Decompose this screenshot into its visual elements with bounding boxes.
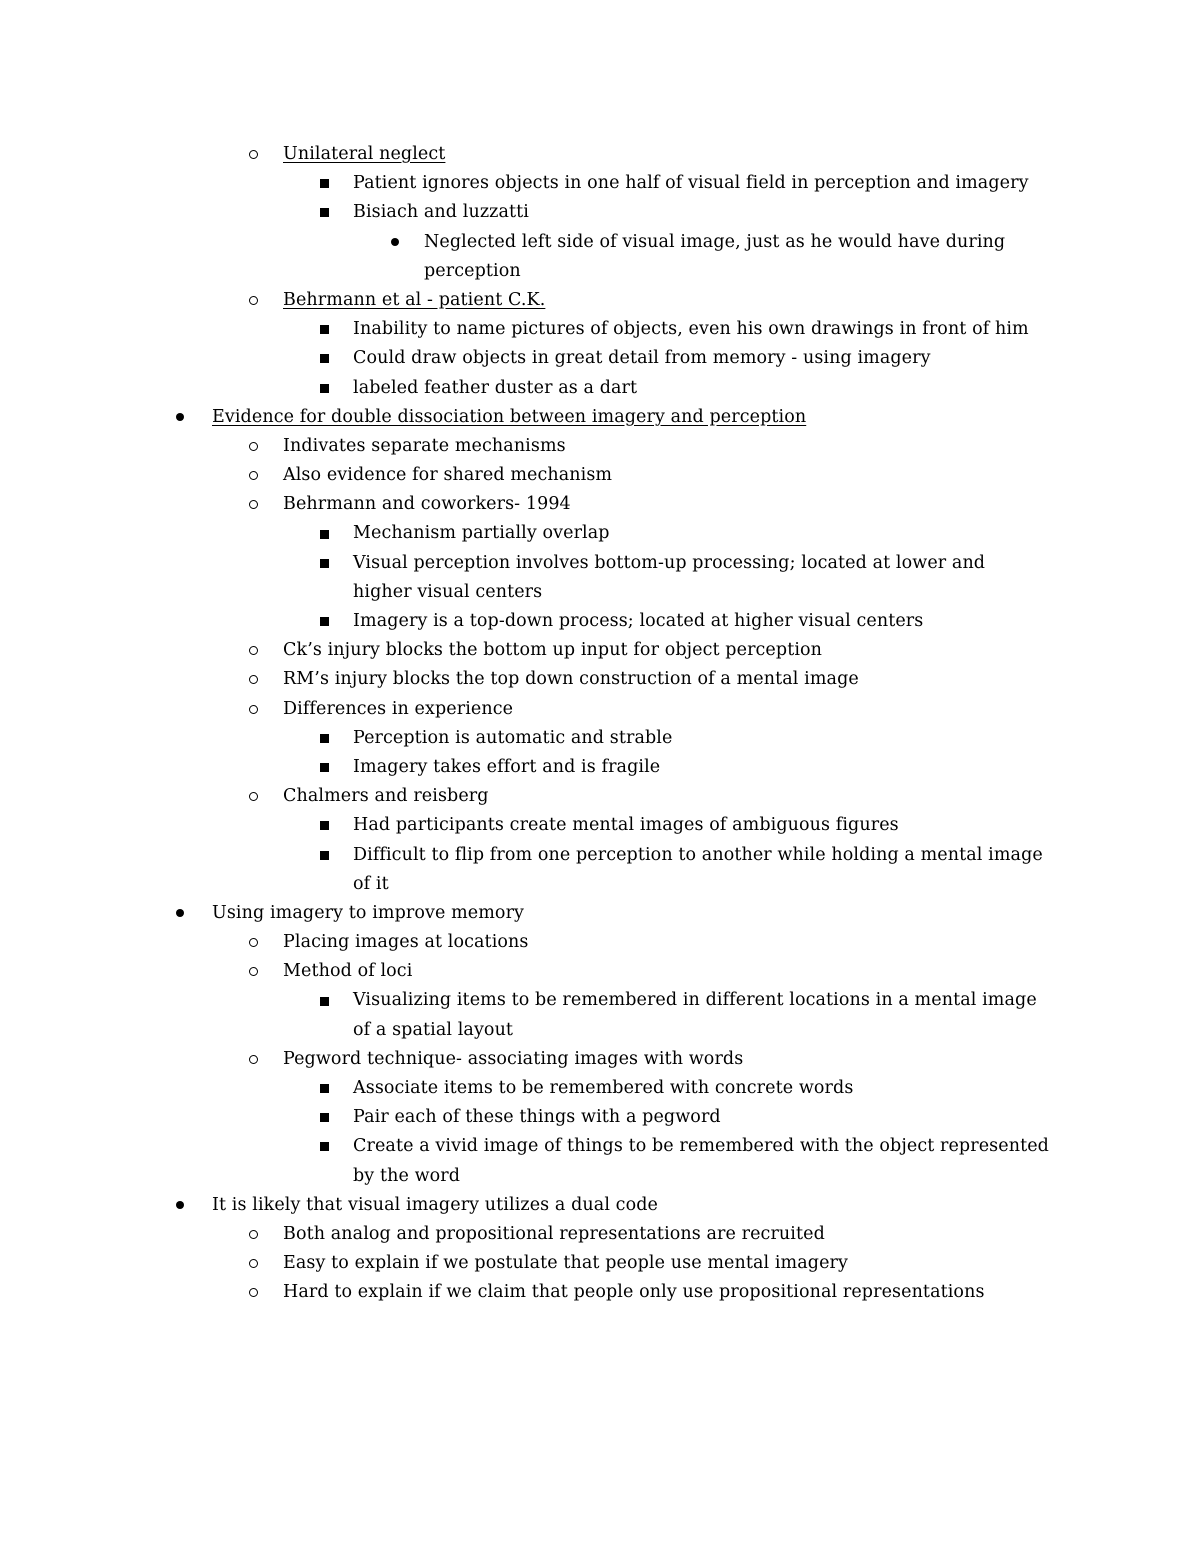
outline-item-text: Visual perception involves bottom-up processing; located at lower and: [353, 552, 986, 573]
outline-item-text: Method of loci: [283, 961, 413, 982]
outline-item-text: Differences in experience: [283, 698, 514, 719]
disc-bullet-icon: [173, 1191, 187, 1220]
outline-item-text: Behrmann et al - patient C.K.: [283, 289, 546, 310]
circle-bullet-icon: [246, 928, 260, 957]
circle-bullet-icon: [246, 286, 260, 315]
outline-item-level-3: [0, 1162, 1200, 1191]
outline-item-level-3: [0, 724, 1200, 753]
outline-item-level-3: [0, 374, 1200, 403]
outline-item-continuation-text: of a spatial layout: [353, 1019, 514, 1040]
circle-bullet-icon: [246, 636, 260, 665]
square-bullet-icon: [317, 1074, 331, 1103]
outline-item-text: Could draw objects in great detail from memory - using imagery: [353, 348, 931, 369]
outline-item-text: Mechanism partially overlap: [353, 523, 610, 544]
square-bullet-icon: [317, 607, 331, 636]
square-bullet-icon: [317, 724, 331, 753]
outline-item-level-3: [0, 198, 1200, 227]
outline-item-level-3: [0, 607, 1200, 636]
outline-item-level-3: [0, 578, 1200, 607]
outline-item-text: Perception is automatic and strable: [353, 727, 673, 748]
square-bullet-icon: [317, 753, 331, 782]
outline-item-level-2: [0, 928, 1200, 957]
disc-bullet-icon: [173, 403, 187, 432]
outline-item-level-2: [0, 1220, 1200, 1249]
square-bullet-icon: [317, 549, 331, 578]
circle-bullet-icon: [246, 1045, 260, 1074]
outline-item-level-3: [0, 549, 1200, 578]
outline-item-text: RM’s injury blocks the top down construction of a mental image: [283, 669, 859, 690]
outline-item-level-4: [0, 228, 1200, 257]
outline-item-level-2: [0, 490, 1200, 519]
outline-item-text: Evidence for double dissociation between imagery and perception: [212, 406, 807, 427]
outline-item-level-2: [0, 1278, 1200, 1307]
outline-item-text: Also evidence for shared mechanism: [283, 465, 613, 486]
circle-bullet-icon: [246, 782, 260, 811]
outline-item-text: Difficult to flip from one perception to another while holding a mental image: [353, 844, 1043, 865]
circle-bullet-icon: [246, 432, 260, 461]
outline-item-text: Using imagery to improve memory: [212, 902, 525, 923]
outline-item-text: Unilateral neglect: [283, 144, 446, 164]
outline-item-continuation-text: by the word: [353, 1165, 461, 1186]
outline-item-level-2: [0, 636, 1200, 665]
outline-item-level-2: [0, 461, 1200, 490]
outline-item-text: Had participants create mental images of ambiguous figures: [353, 815, 899, 836]
outline-item-text: Ck’s injury blocks the bottom up input for object perception: [283, 640, 823, 661]
square-bullet-icon: [317, 986, 331, 1015]
circle-bullet-icon: [246, 461, 260, 490]
outline-item-level-3: [0, 986, 1200, 1015]
outline-item-level-2: [0, 665, 1200, 694]
square-bullet-icon: [317, 1132, 331, 1161]
outline-item-text: Pegword technique- associating images with words: [283, 1048, 744, 1069]
square-bullet-icon: [317, 841, 331, 870]
outline-item-level-3: [0, 1103, 1200, 1132]
outline-item-level-2: [0, 782, 1200, 811]
square-bullet-icon: [317, 519, 331, 548]
outline-item-level-3: [0, 753, 1200, 782]
outline-item-text: Inability to name pictures of objects, even his own drawings in front of him: [353, 319, 1029, 340]
outline-item-level-3: [0, 1132, 1200, 1161]
outline-item-level-1: [0, 403, 1200, 432]
outline-item-level-1: [0, 1191, 1200, 1220]
outline-item-level-3: [0, 1016, 1200, 1045]
disc-bullet-icon: [388, 228, 402, 257]
outline-item-text: Pair each of these things with a pegword: [353, 1107, 721, 1128]
outline-item-text: Indivates separate mechanisms: [283, 435, 566, 456]
outline-item-level-3: [0, 519, 1200, 548]
outline-item-level-2: [0, 695, 1200, 724]
outline-item-text: Create a vivid image of things to be remembered with the object represented: [353, 1136, 1049, 1157]
square-bullet-icon: [317, 344, 331, 373]
circle-bullet-icon: [246, 140, 260, 169]
square-bullet-icon: [317, 198, 331, 227]
outline-item-continuation-text: of it: [353, 873, 389, 894]
outline-item-level-3: [0, 169, 1200, 198]
circle-bullet-icon: [246, 957, 260, 986]
outline-item-level-4: [0, 257, 1200, 286]
outline-item-level-2: [0, 1249, 1200, 1278]
outline-item-text: Neglected left side of visual image, just as he would have during: [424, 231, 1006, 252]
outline-item-text: labeled feather duster as a dart: [353, 377, 638, 398]
circle-bullet-icon: [246, 490, 260, 519]
circle-bullet-icon: [246, 695, 260, 724]
outline-item-level-3: [0, 1074, 1200, 1103]
disc-bullet-icon: [173, 899, 187, 928]
outline-item-level-3: [0, 841, 1200, 870]
outline-item-level-3: [0, 344, 1200, 373]
circle-bullet-icon: [246, 1220, 260, 1249]
outline-item-text: Both analog and propositional representations are recruited: [283, 1223, 825, 1244]
square-bullet-icon: [317, 374, 331, 403]
circle-bullet-icon: [246, 665, 260, 694]
outline-item-level-2: [0, 957, 1200, 986]
square-bullet-icon: [317, 1103, 331, 1132]
outline-item-level-3: [0, 811, 1200, 840]
outline-item-continuation-text: higher visual centers: [353, 581, 543, 602]
outline-item-text: Chalmers and reisberg: [283, 786, 489, 807]
outline-item-text: Imagery takes effort and is fragile: [353, 756, 661, 777]
square-bullet-icon: [317, 315, 331, 344]
outline-item-level-3: [0, 870, 1200, 899]
outline-item-continuation-text: perception: [424, 260, 521, 281]
document-page: [0, 140, 1200, 1308]
outline-item-text: It is likely that visual imagery utilizes a dual code: [212, 1194, 658, 1215]
outline-item-text: Imagery is a top-down process; located at higher visual centers: [353, 611, 924, 631]
outline-item-text: Easy to explain if we postulate that people use mental imagery: [283, 1253, 848, 1274]
square-bullet-icon: [317, 811, 331, 840]
outline-item-level-3: [0, 315, 1200, 344]
outline-item-text: Hard to explain if we claim that people only use propositional representations: [283, 1282, 985, 1303]
square-bullet-icon: [317, 169, 331, 198]
outline-item-text: Placing images at locations: [283, 932, 529, 953]
outline-item-text: Associate items to be remembered with concrete words: [353, 1078, 854, 1098]
outline-item-text: Bisiach and luzzatti: [353, 202, 529, 223]
outline-item-text: Visualizing items to be remembered in different locations in a mental image: [353, 990, 1037, 1011]
circle-bullet-icon: [246, 1278, 260, 1307]
outline-item-level-2: [0, 432, 1200, 461]
outline-item-text: Patient ignores objects in one half of visual field in perception and imagery: [353, 173, 1029, 194]
circle-bullet-icon: [246, 1249, 260, 1278]
outline-item-text: Behrmann and coworkers- 1994: [283, 494, 571, 515]
outline-item-level-1: [0, 899, 1200, 928]
outline-item-level-2: [0, 286, 1200, 315]
outline-item-level-2: [0, 140, 1200, 169]
outline-item-level-2: [0, 1045, 1200, 1074]
